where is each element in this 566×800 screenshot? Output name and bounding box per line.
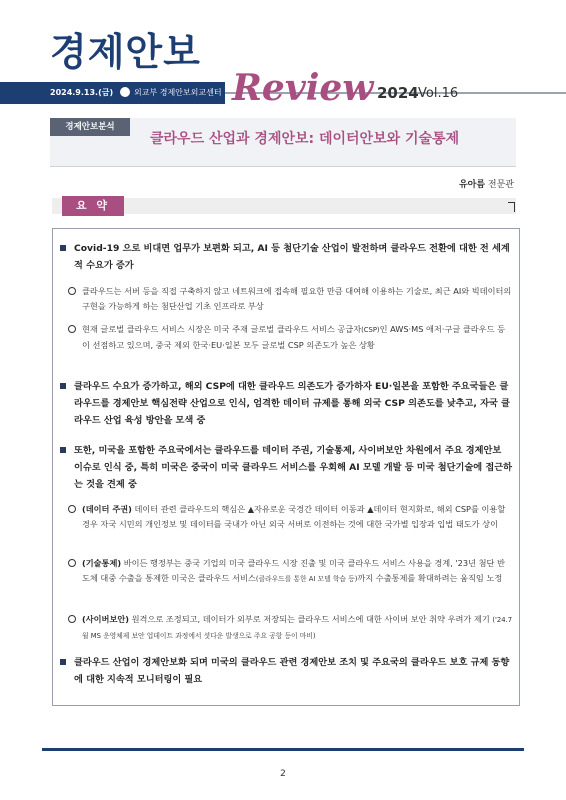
author-role: 전문관 bbox=[487, 180, 514, 190]
summary-bullet-2: 클라우드 수요가 증가하고, 해외 CSP에 대한 클라우드 의존도가 증가하자 EU·일본을 포함한 주요국들은 클라우드를 경제안보 핵심전략 산업으로 인식, 엄격한 데이터 규제를 통해 외국 CSP 의존도를 낮추고, 자국 클라우드 산업 육성 방안을 모색 중 bbox=[60, 378, 512, 429]
summary-sub-1-1: 클라우드는 서버 등을 직접 구축하지 않고 네트워크에 접속해 필요한 만큼 대여해 이용하는 기술로, 최근 AI와 빅데이터의 구현을 가능하게 하는 첨단산업 기초 인프라로 부상 bbox=[68, 284, 512, 314]
ministry-emblem-icon bbox=[120, 87, 130, 97]
summary-bullet-3: 또한, 미국을 포함한 주요국에서는 클라우드를 데이터 주권, 기술통제, 사이버보안 차원에서 주요 경제안보 이슈로 인식 중, 특히 미국은 중국이 미국 클라우드 서비스를 우회해 AI 모델 개발 등 미국 첨단기술에 접근하는 것을 견제 중 bbox=[60, 442, 512, 493]
circle-bullet-icon bbox=[68, 559, 76, 567]
circle-bullet-icon bbox=[68, 287, 76, 295]
author bbox=[459, 178, 514, 192]
summary-sub-3-3: (사이버보안) 원격으로 조정되고, 데이터가 외부로 저장되는 클라우드 서비스에 대한 사이버 보안 취약 우려가 제기 ('24.7월 MS 운영체제 보안 업데이트 과정에서 셧다운 발생으로 주요 공항 등이 마비) bbox=[68, 612, 512, 644]
publication-title: 경제안보 bbox=[50, 30, 201, 74]
issue-year: 2024 bbox=[377, 84, 419, 102]
author-name: 유아름 bbox=[458, 180, 486, 190]
square-bullet-icon bbox=[60, 659, 66, 665]
page-number: 2 bbox=[280, 769, 286, 779]
square-bullet-icon bbox=[60, 383, 66, 389]
circle-bullet-icon bbox=[68, 505, 76, 513]
summary-sub-3-2: (기술통제) 바이든 행정부는 중국 기업의 미국 클라우드 시장 진출 및 미국 클라우드 서비스 사용을 경계, '23년 첨단 반도체 대중 수출을 통제한 미국은 클라우드 서비스(클라우드를 통한 AI 모델 학습 등)까지 수출통제를 확대하려는 움직임 노정 bbox=[68, 556, 512, 587]
review-wordmark: Review bbox=[232, 67, 374, 109]
circle-bullet-icon bbox=[68, 615, 76, 623]
issue-volume: Vol.16 bbox=[418, 86, 459, 101]
circle-bullet-icon bbox=[68, 325, 76, 333]
summary-sub-3-1: (데이터 주권) 데이터 관련 클라우드의 핵심은 ▲자유로운 국경간 데이터 이동과 ▲데이터 현지화로, 해외 CSP를 이용할 경우 자국 시민의 개인정보 및 데이터를 국내가 아닌 외국 서버로 이전하는 것에 대한 국가별 입장과 입법 태도가 상이 bbox=[68, 502, 512, 532]
footer-rule bbox=[42, 748, 524, 751]
corner-mark bbox=[514, 202, 515, 212]
publisher: 외교부 경제안보외교센터 bbox=[134, 88, 222, 97]
square-bullet-icon bbox=[60, 245, 66, 251]
summary-bullet-1: Covid-19 으로 비대면 업무가 보편화 되고, AI 등 첨단기술 산업이 발전하며 클라우드 전환에 대한 전 세계적 수요가 증가 bbox=[60, 240, 512, 274]
issue-date: 2024.9.13.(금) bbox=[50, 88, 114, 97]
document-title: 클라우드 산업과 경제안보: 데이터안보와 기술통제 bbox=[150, 131, 460, 147]
section-label: 경제안보분석 bbox=[50, 118, 130, 136]
summary-bullet-4: 클라우드 산업이 경제안보화 되며 미국의 클라우드 관련 경제안보 조치 및 주요국의 클라우드 보호 규제 동향에 대한 지속적 모니터링이 필요 bbox=[60, 654, 512, 688]
summary-tab: 요 약 bbox=[62, 196, 124, 216]
square-bullet-icon bbox=[60, 447, 66, 453]
summary-sub-1-2: 현재 글로벌 클라우드 서비스 시장은 미국 주재 글로벌 클라우드 서비스 공급자(CSP)인 AWS·MS 애저·구글 클라우드 등이 선점하고 있으며, 중국 제외 한국·EU·일본 모두 글로벌 CSP 의존도가 높은 상황 bbox=[68, 322, 512, 353]
corner-mark-h bbox=[508, 202, 515, 203]
